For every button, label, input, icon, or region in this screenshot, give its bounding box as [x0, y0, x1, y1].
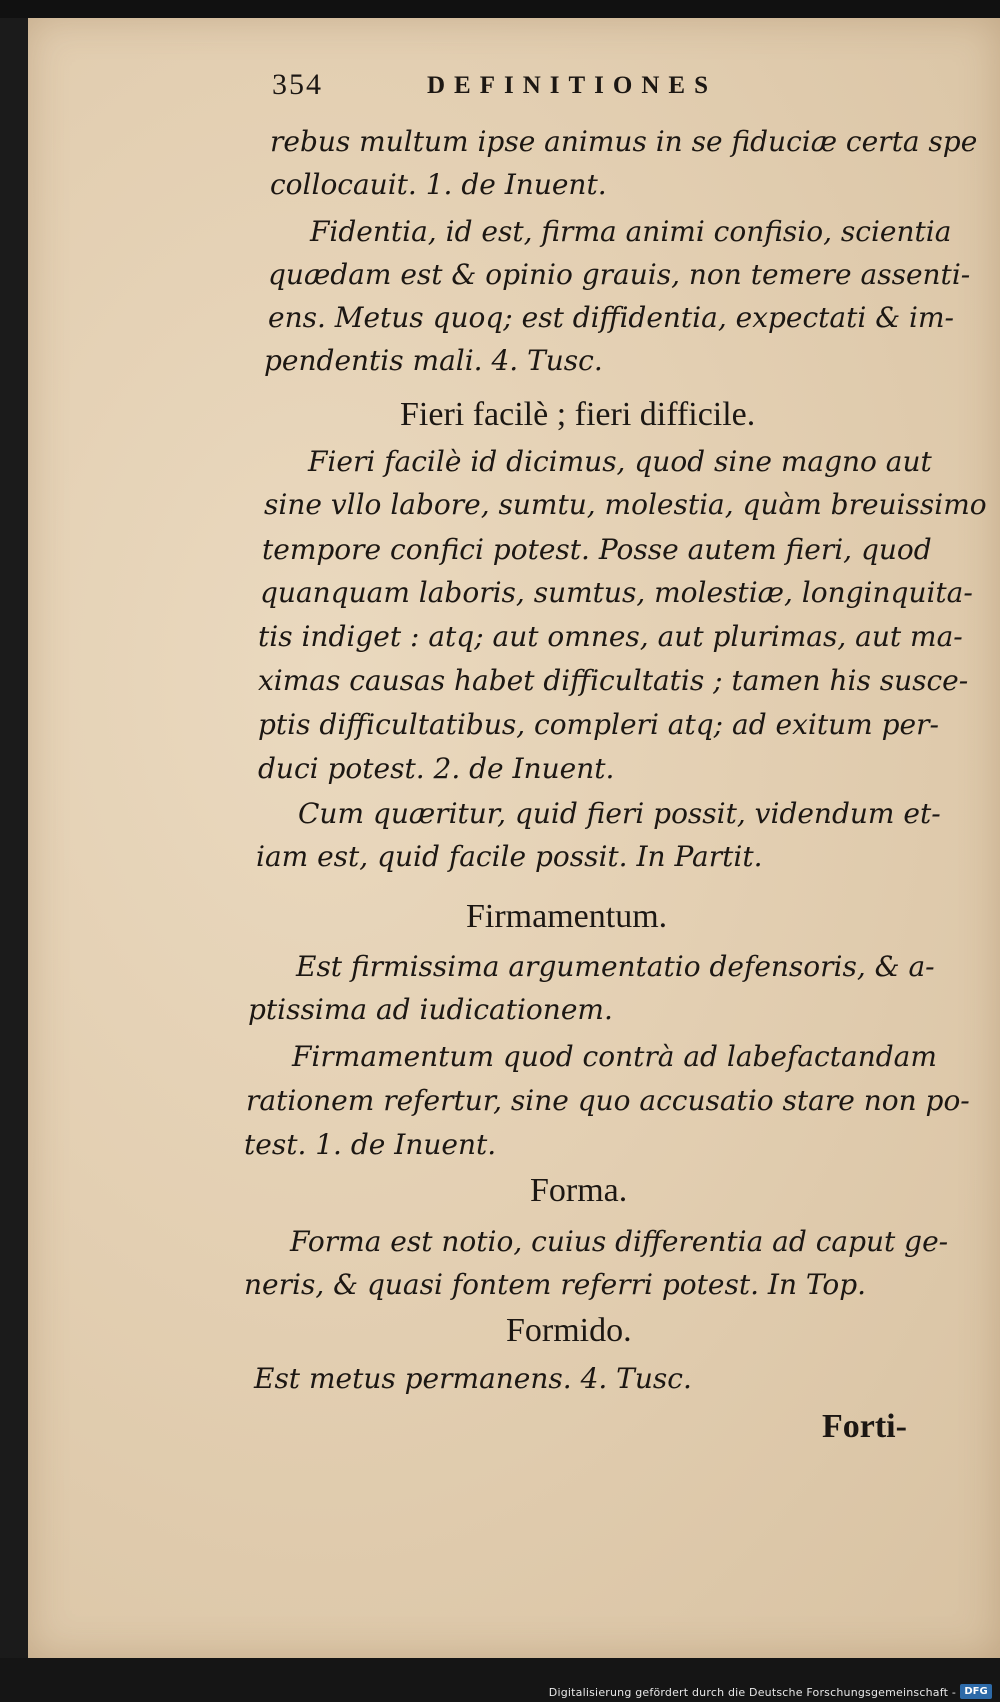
- scan-top-edge: [0, 0, 1000, 18]
- digitization-credit: Digitalisierung gefördert durch die Deutsche Forschungsgemeinschaft -: [548, 1686, 956, 1699]
- text-line: pendentis mali. 4. Tusc.: [264, 344, 603, 377]
- text-line: collocauit. 1. de Inuent.: [270, 168, 607, 201]
- text-line: ptis difficultatibus, compleri atq; ad exitum per-: [258, 708, 939, 741]
- text-line: rebus multum ipse animus in se fiduciæ certa spe: [270, 125, 978, 158]
- text-line: iam est, quid facile possit. In Partit.: [256, 840, 763, 873]
- text-line: Fidentia, id est, firma animi confisio, scientia: [310, 215, 952, 248]
- running-header: [272, 68, 717, 102]
- text-line: Est firmissima argumentatio defensoris, & a-: [296, 950, 935, 983]
- text-line: ens. Metus quoq; est diffidentia, expectati & im-: [268, 301, 955, 334]
- text-line: test. 1. de Inuent.: [244, 1128, 497, 1161]
- text-line: Forma est notio, cuius differentia ad caput ge-: [290, 1225, 949, 1258]
- text-line: tempore confici potest. Posse autem fieri, quod: [262, 533, 932, 566]
- text-line: Fieri facilè id dicimus, quod sine magno aut: [308, 445, 932, 478]
- text-line: Firmamentum quod contrà ad labefactandam: [292, 1040, 937, 1073]
- running-title: DEFINITIONES: [427, 72, 717, 99]
- text-line: ptissima ad iudicationem.: [248, 993, 613, 1026]
- text-line: quanquam laboris, sumtus, molestiæ, longinquita-: [260, 576, 973, 609]
- section-heading: Formido.: [506, 1312, 632, 1349]
- section-heading: Fieri facilè ; fieri difficile.: [400, 396, 756, 433]
- text-line: sine vllo labore, sumtu, molestia, quàm breuissimo: [264, 488, 987, 521]
- text-line: neris, & quasi fontem referri potest. In Top.: [244, 1268, 867, 1301]
- page-number: 354: [272, 68, 323, 101]
- text-line: tis indiget : atq; aut omnes, aut plurimas, aut ma-: [258, 620, 963, 653]
- section-heading: Firmamentum.: [466, 898, 668, 935]
- text-line: ximas causas habet difficultatis ; tamen his susce-: [258, 664, 969, 697]
- text-line: Est metus permanens. 4. Tusc.: [254, 1362, 692, 1395]
- text-line: duci potest. 2. de Inuent.: [258, 752, 615, 785]
- text-line: Cum quæritur, quid fieri possit, videndum et-: [298, 797, 941, 830]
- section-heading: Forma.: [530, 1172, 628, 1209]
- dfg-logo: DFG: [960, 1684, 992, 1699]
- text-line: rationem refertur, sine quo accusatio stare non po-: [246, 1084, 970, 1117]
- catchword: Forti-: [822, 1408, 907, 1445]
- text-line: quædam est & opinio grauis, non temere assenti-: [268, 258, 971, 291]
